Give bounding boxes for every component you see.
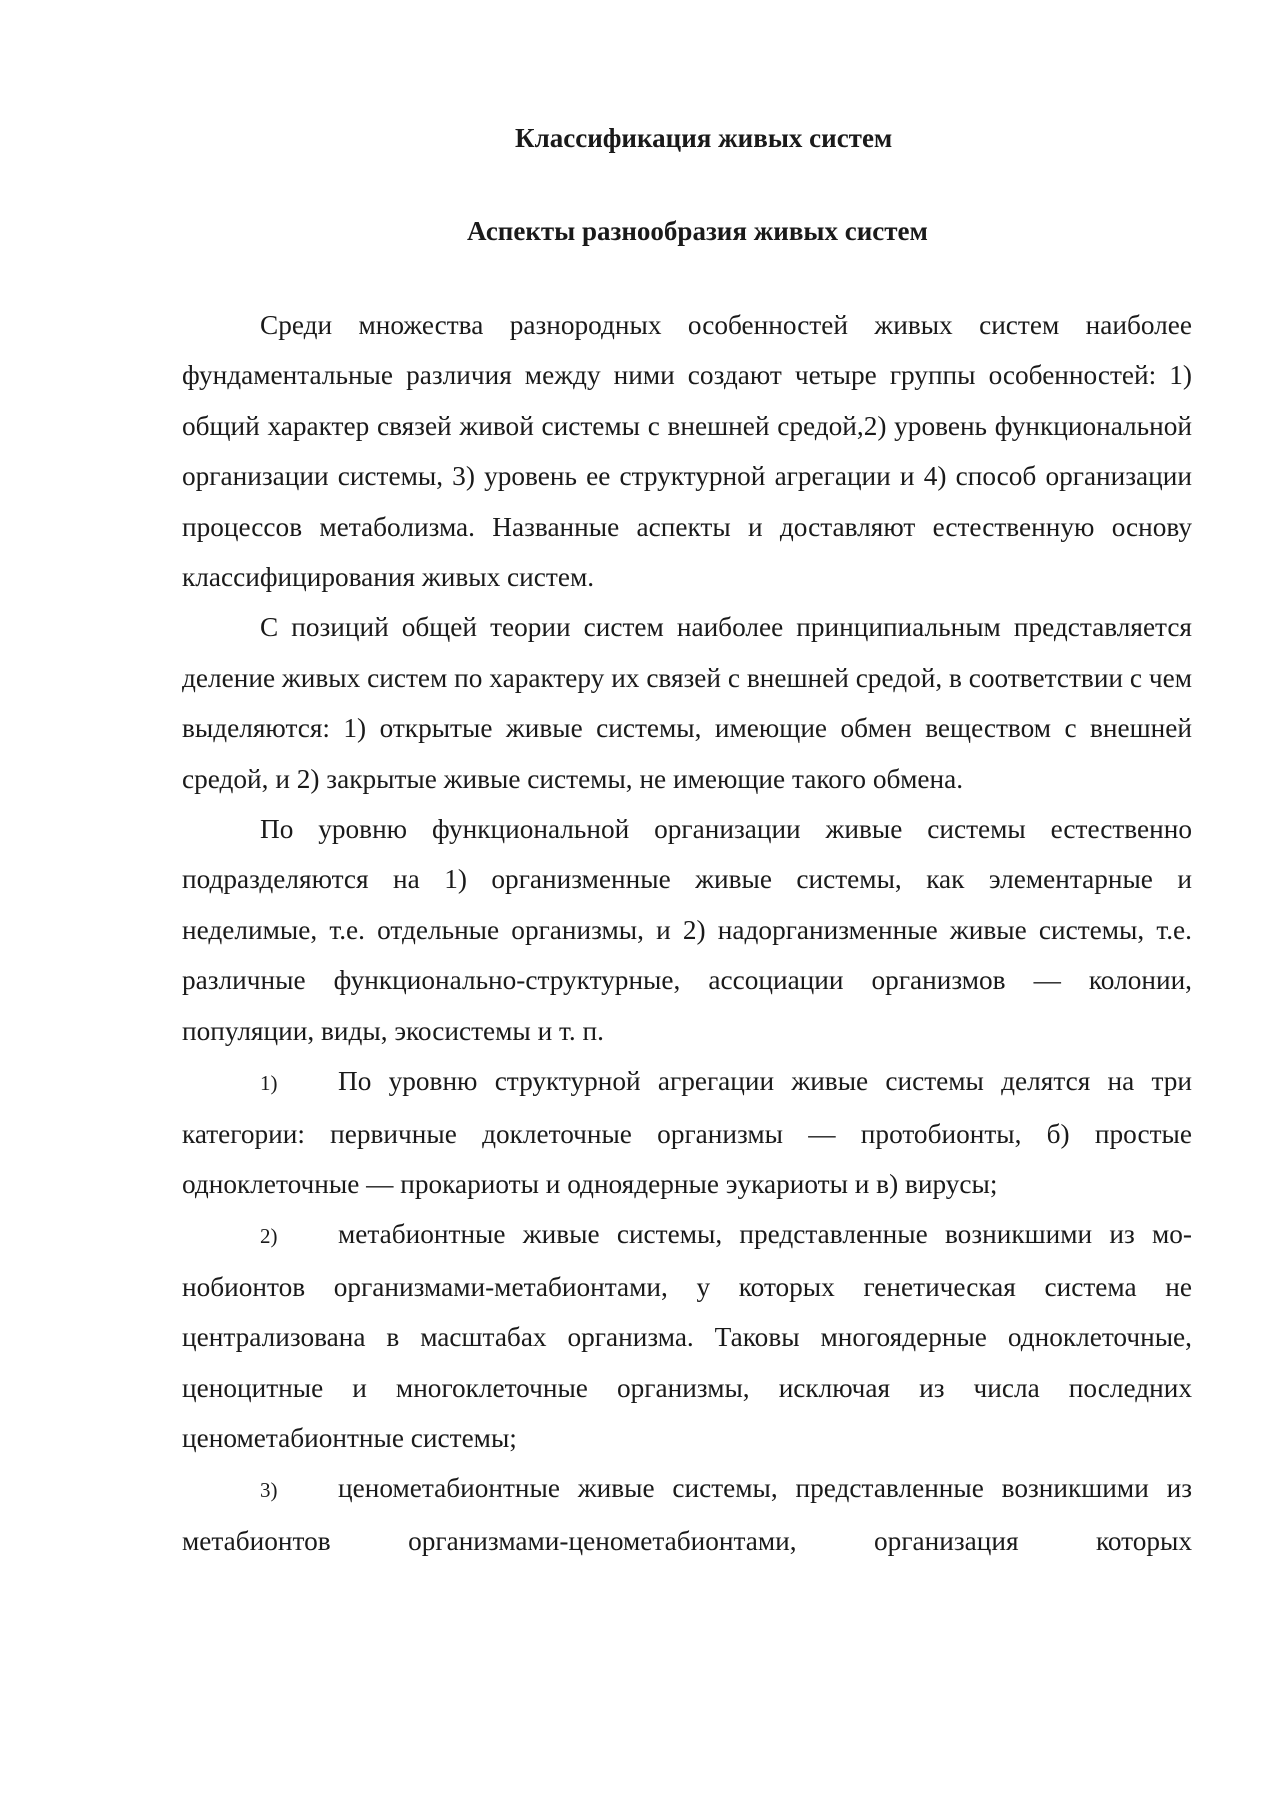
paragraph-2: С позиций общей теории систем наиболее принципиальным представляется деление живых систем по характеру их связей с внешней средой, в соответствии с чем выделяются: 1) открытые живые системы, имеющие обмен веществом с внешней средой, и 2) закрытые живые системы, не имеющие такого обмена. — [182, 612, 1192, 794]
list-number-3: 3) — [260, 1478, 278, 1503]
list-number-2: 2) — [260, 1224, 278, 1249]
list-item-1 — [182, 1056, 1192, 1209]
paragraph-1: Среди множества разнородных особенностей живых систем наиболее фундаментальные различия между ними создают четыре группы особенностей: 1) общий характер связей живой системы с внешней средой,2) уровень функциональной организации системы, 3) уровень ее структурной агрегации и 4) способ организации процессов метаболизма. Названные аспекты и доставляют естественную основу классифицирования живых систем. — [182, 310, 1192, 593]
list-number-1: 1) — [260, 1071, 278, 1096]
document-subtitle: Аспекты разнообразия живых систем — [467, 216, 928, 246]
list-item-3 — [182, 1463, 1192, 1566]
list-text-2: метабионтные живые системы, представленные возникшими из мо-нобионтов организмами-метабионтами, у которых генетическая система не централизована в масштабах организма. Таковы многоядерные одноклеточные, ценоцитные и многоклеточные организмы, исключая из числа последних ценометабионтные системы; — [182, 1219, 1192, 1453]
document-title: Классификация живых систем — [515, 123, 893, 153]
list-text-3: ценометабионтные живые системы, представленные возникшими из метабионтов организмами-ценометабионтами, организация которых — [182, 1473, 1192, 1556]
list-item-2 — [182, 1209, 1192, 1463]
list-text-1: По уровню структурной агрегации живые системы делятся на три категории: первичные доклеточные организмы — протобионты, б) простые одноклеточные — прокариоты и одноядерные эукариоты и в) вирусы; — [182, 1066, 1192, 1199]
document-body — [182, 300, 1192, 1566]
paragraph-3: По уровню функциональной организации живые системы естественно подразделяются на 1) организменные живые системы, как элементарные и неделимые, т.е. отдельные организмы, и 2) надорганизменные живые системы, т.е. различные функционально-структурные, ассоциации организмов — колонии, популяции, виды, экосистемы и т. п. — [182, 814, 1192, 1046]
